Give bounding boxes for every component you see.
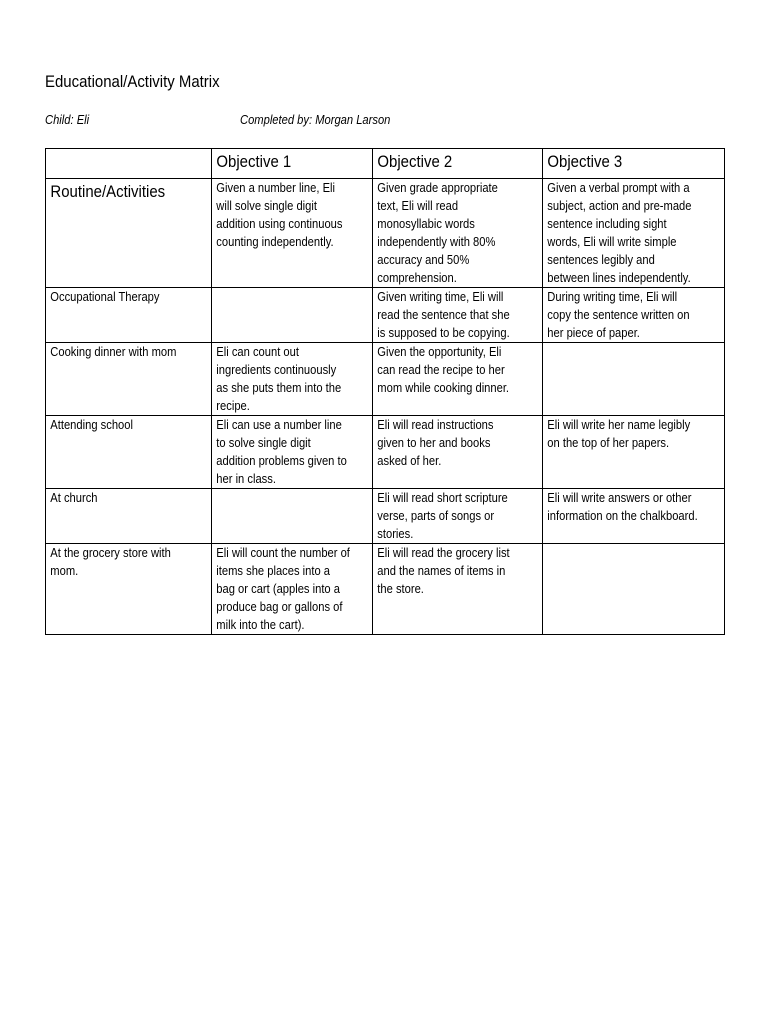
objective-3-entry: During writing time, Eli will copy the sentence written on her piece of paper.: [547, 289, 690, 340]
completed-by: Completed by: Morgan Larson: [240, 112, 391, 127]
activity-row-grocery-store: [46, 544, 725, 635]
objective-3-text: Given a verbal prompt with a subject, action and pre-made sentence including sight words, Eli will write simple sentences legibly and between lines independently.: [547, 180, 692, 285]
header-objective-2: [373, 149, 543, 179]
objective-2-entry: Eli will read instructions given to her and books asked of her.: [377, 417, 494, 468]
header-objective-1-label: Objective 1: [216, 152, 292, 171]
header-blank-cell: [46, 149, 212, 179]
objective-1-cell: [212, 416, 373, 489]
objectives-row: [46, 179, 725, 288]
objective-3-cell: [543, 343, 725, 416]
header-objective-3-label: Objective 3: [547, 152, 623, 171]
objective-1-entry: Eli can use a number line to solve single digit addition problems given to her in class.: [216, 417, 347, 486]
objective-2-cell: [373, 343, 543, 416]
objective-1-cell: [212, 343, 373, 416]
activity-cell: [46, 288, 212, 343]
activity-row-occupational-therapy: [46, 288, 725, 343]
activity-cell: [46, 343, 212, 416]
objective-1-entry: Eli will count the number of items she places into a bag or cart (apples into a produce bag or gallons of milk into the cart).: [216, 545, 350, 632]
objective-2-description: [373, 179, 543, 288]
routine-activities-label: Routine/Activities: [50, 182, 166, 201]
objective-2-entry: Given the opportunity, Eli can read the recipe to her mom while cooking dinner.: [377, 344, 510, 395]
objective-1-description: [212, 179, 373, 288]
activity-row-attending-school: [46, 416, 725, 489]
activity-cell: [46, 416, 212, 489]
objective-3-cell: [543, 489, 725, 544]
header-objective-2-label: Objective 2: [377, 152, 453, 171]
objective-2-cell: [373, 288, 543, 343]
activity-label: Attending school: [50, 417, 133, 432]
objective-1-cell: [212, 288, 373, 343]
activity-matrix-table: [45, 148, 725, 635]
activity-label: Occupational Therapy: [50, 289, 160, 304]
activity-row-at-church: [46, 489, 725, 544]
objective-3-description: [543, 179, 725, 288]
activity-label: At the grocery store with mom.: [50, 545, 171, 578]
routine-activities-header: [46, 179, 212, 288]
activity-row-cooking-dinner: [46, 343, 725, 416]
objective-2-text: Given grade appropriate text, Eli will read monosyllabic words independently with 80% accuracy and 50% comprehension.: [377, 180, 498, 285]
objective-3-entry: Eli will write answers or other information on the chalkboard.: [547, 490, 698, 523]
objective-3-cell: [543, 288, 725, 343]
child-name: Child: Eli: [45, 112, 90, 127]
header-row: [46, 149, 725, 179]
objective-3-cell: [543, 544, 725, 635]
objective-2-cell: [373, 489, 543, 544]
header-objective-1: [212, 149, 373, 179]
objective-1-entry: Eli can count out ingredients continuously as she puts them into the recipe.: [216, 344, 342, 413]
activity-cell: [46, 489, 212, 544]
activity-label: At church: [50, 490, 98, 505]
activity-label: Cooking dinner with mom: [50, 344, 177, 359]
objective-2-entry: Eli will read the grocery list and the names of items in the store.: [377, 545, 510, 596]
objective-2-entry: Given writing time, Eli will read the sentence that she is supposed to be copying.: [377, 289, 510, 340]
objective-3-entry: Eli will write her name legibly on the top of her papers.: [547, 417, 691, 450]
objective-1-text: Given a number line, Eli will solve single digit addition using continuous counting independently.: [216, 180, 343, 249]
document-title: Educational/Activity Matrix: [45, 72, 220, 91]
objective-2-cell: [373, 544, 543, 635]
activity-cell: [46, 544, 212, 635]
objective-3-cell: [543, 416, 725, 489]
objective-2-cell: [373, 416, 543, 489]
header-objective-3: [543, 149, 725, 179]
objective-1-cell: [212, 489, 373, 544]
objective-1-cell: [212, 544, 373, 635]
objective-2-entry: Eli will read short scripture verse, parts of songs or stories.: [377, 490, 508, 541]
